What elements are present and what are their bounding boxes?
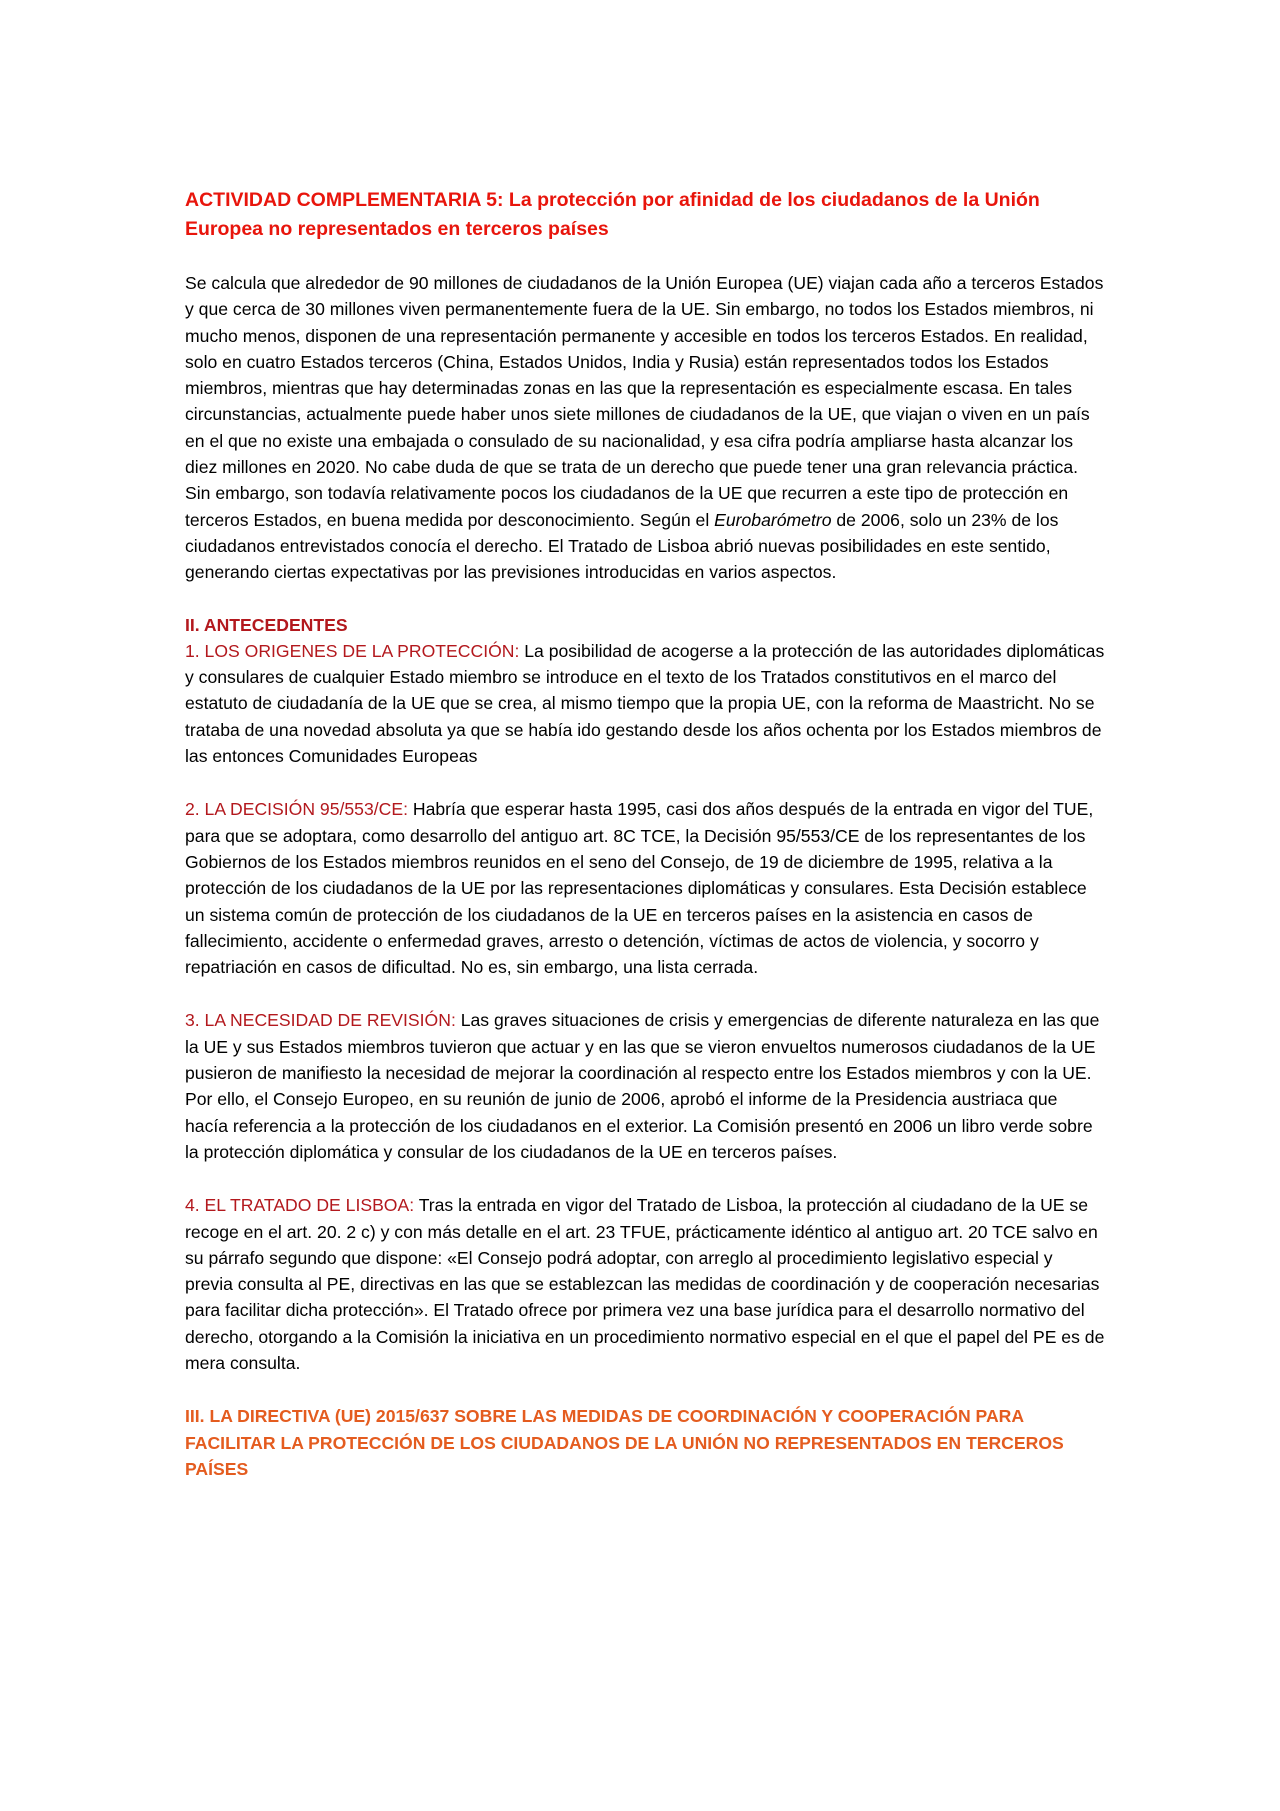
intro-text-part1: Se calcula que alrededor de 90 millones de ciudadanos de la Unión Europea (UE) viajan cada año a terceros Estados y que cerca de 30 millones viven permanentemente fuera de la UE. Sin embargo, no todos los Estados miembros, ni mucho menos, disponen de una representación permanente y accesible en todos los terceros Estados. En realidad, solo en cuatro Estados terceros (China, Estados Unidos, India y Rusia) están representados todos los Estados miembros, mientras que hay determinadas zonas en las que la representación es especialmente escasa. En tales circunstancias, actualmente puede haber unos siete millones de ciudadanos de la UE, que viajan o viven en un país en el que no existe una embajada o consulado de su nacionalidad, y esa cifra podría ampliarse hasta alcanzar los diez millones en 2020. No cabe duda de que se trata de un derecho que puede tener una gran relevancia práctica. Sin embargo, son todavía relativamente pocos los ciudadanos de la UE que recurren a este tipo de protección en terceros Estados, en buena medida por desconocimiento. Según el: [185, 273, 1104, 530]
intro-italic-term: Eurobarómetro: [714, 509, 832, 530]
section-2-item-2: [185, 796, 1105, 980]
item-1-text: La posibilidad de acogerse a la protección de las autoridades diplomáticas y consulares de cualquier Estado miembro se introduce en el texto de los Tratados constitutivos en el marco del estatuto de ciudadanía de la UE que se crea, al mismo tiempo que la propia UE, con la reforma de Maastricht. No se trataba de una novedad absoluta ya que se había ido gestando desde los años ochenta por los Estados miembros de las entonces Comunidades Europeas: [185, 640, 1105, 767]
item-1-lead: 1. LOS ORIGENES DE LA PROTECCIÓN:: [185, 640, 520, 661]
section-2-item-4: [185, 1192, 1105, 1376]
document-title: ACTIVIDAD COMPLEMENTARIA 5: La protección por afinidad de los ciudadanos de la Unión Europea no representados en terceros países: [185, 189, 1040, 240]
item-3-lead: 3. LA NECESIDAD DE REVISIÓN:: [185, 1010, 456, 1031]
item-4-text: Tras la entrada en vigor del Tratado de Lisboa, la protección al ciudadano de la UE se recoge en el art. 20. 2 c) y con más detalle en el art. 23 TFUE, prácticamente idéntico al antiguo art. 20 TCE salvo en su párrafo segundo que dispone: «El Consejo podrá adoptar, con arreglo al procedimiento legislativo especial y previa consulta al PE, directivas en las que se establezcan las medidas de coordinación y de cooperación necesarias para facilitar dicha protección». El Tratado ofrece por primera vez una base jurídica para el desarrollo normativo del derecho, otorgando a la Comisión la iniciativa en un procedimiento normativo especial en el que el papel del PE es de mera consulta.: [185, 1195, 1105, 1373]
section-2-item-3: [185, 1007, 1105, 1165]
item-4-lead: 4. EL TRATADO DE LISBOA:: [185, 1195, 415, 1216]
section-3-heading: III. LA DIRECTIVA (UE) 2015/637 SOBRE LAS MEDIDAS DE COORDINACIÓN Y COOPERACIÓN PARA FACILITAR LA PROTECCIÓN DE LOS CIUDADANOS DE LA UNIÓN NO REPRESENTADOS EN TERCEROS PAÍSES: [185, 1406, 1064, 1479]
item-3-text: Las graves situaciones de crisis y emergencias de diferente naturaleza en las que la UE y sus Estados miembros tuvieron que actuar y en las que se vieron envueltos numerosos ciudadanos de la UE pusieron de manifiesto la necesidad de mejorar la coordinación al respecto entre los Estados miembros y con la UE. Por ello, el Consejo Europeo, en su reunión de junio de 2006, aprobó el informe de la Presidencia austriaca que hacía referencia a la protección de los ciudadanos en el exterior. La Comisión presentó en 2006 un libro verde sobre la protección diplomática y consular de los ciudadanos de la UE en terceros países.: [185, 1010, 1100, 1162]
section-2-heading: II. ANTECEDENTES: [185, 614, 348, 635]
item-2-lead: 2. LA DECISIÓN 95/553/CE:: [185, 799, 408, 820]
intro-paragraph: [185, 270, 1105, 586]
section-2-item-1: [185, 638, 1105, 769]
item-2-text: Habría que esperar hasta 1995, casi dos años después de la entrada en vigor del TUE, para que se adoptara, como desarrollo del antiguo art. 8C TCE, la Decisión 95/553/CE de los representantes de los Gobiernos de los Estados miembros reunidos en el seno del Consejo, de 19 de diciembre de 1995, relativa a la protección de los ciudadanos de la UE por las representaciones diplomáticas y consulares. Esta Decisión establece un sistema común de protección de los ciudadanos de la UE en terceros países en la asistencia en casos de fallecimiento, accidente o enfermedad graves, arresto o detención, víctimas de actos de violencia, y socorro y repatriación en casos de dificultad. No es, sin embargo, una lista cerrada.: [185, 799, 1094, 978]
intro-text-part2: de 2006, solo un 23% de los ciudadanos entrevistados conocía el derecho. El Tratado de Lisboa abrió nuevas posibilidades en este sentido, generando ciertas expectativas por las previsiones introducidas en varios aspectos.: [185, 509, 1059, 583]
document-page: [185, 186, 1105, 1482]
